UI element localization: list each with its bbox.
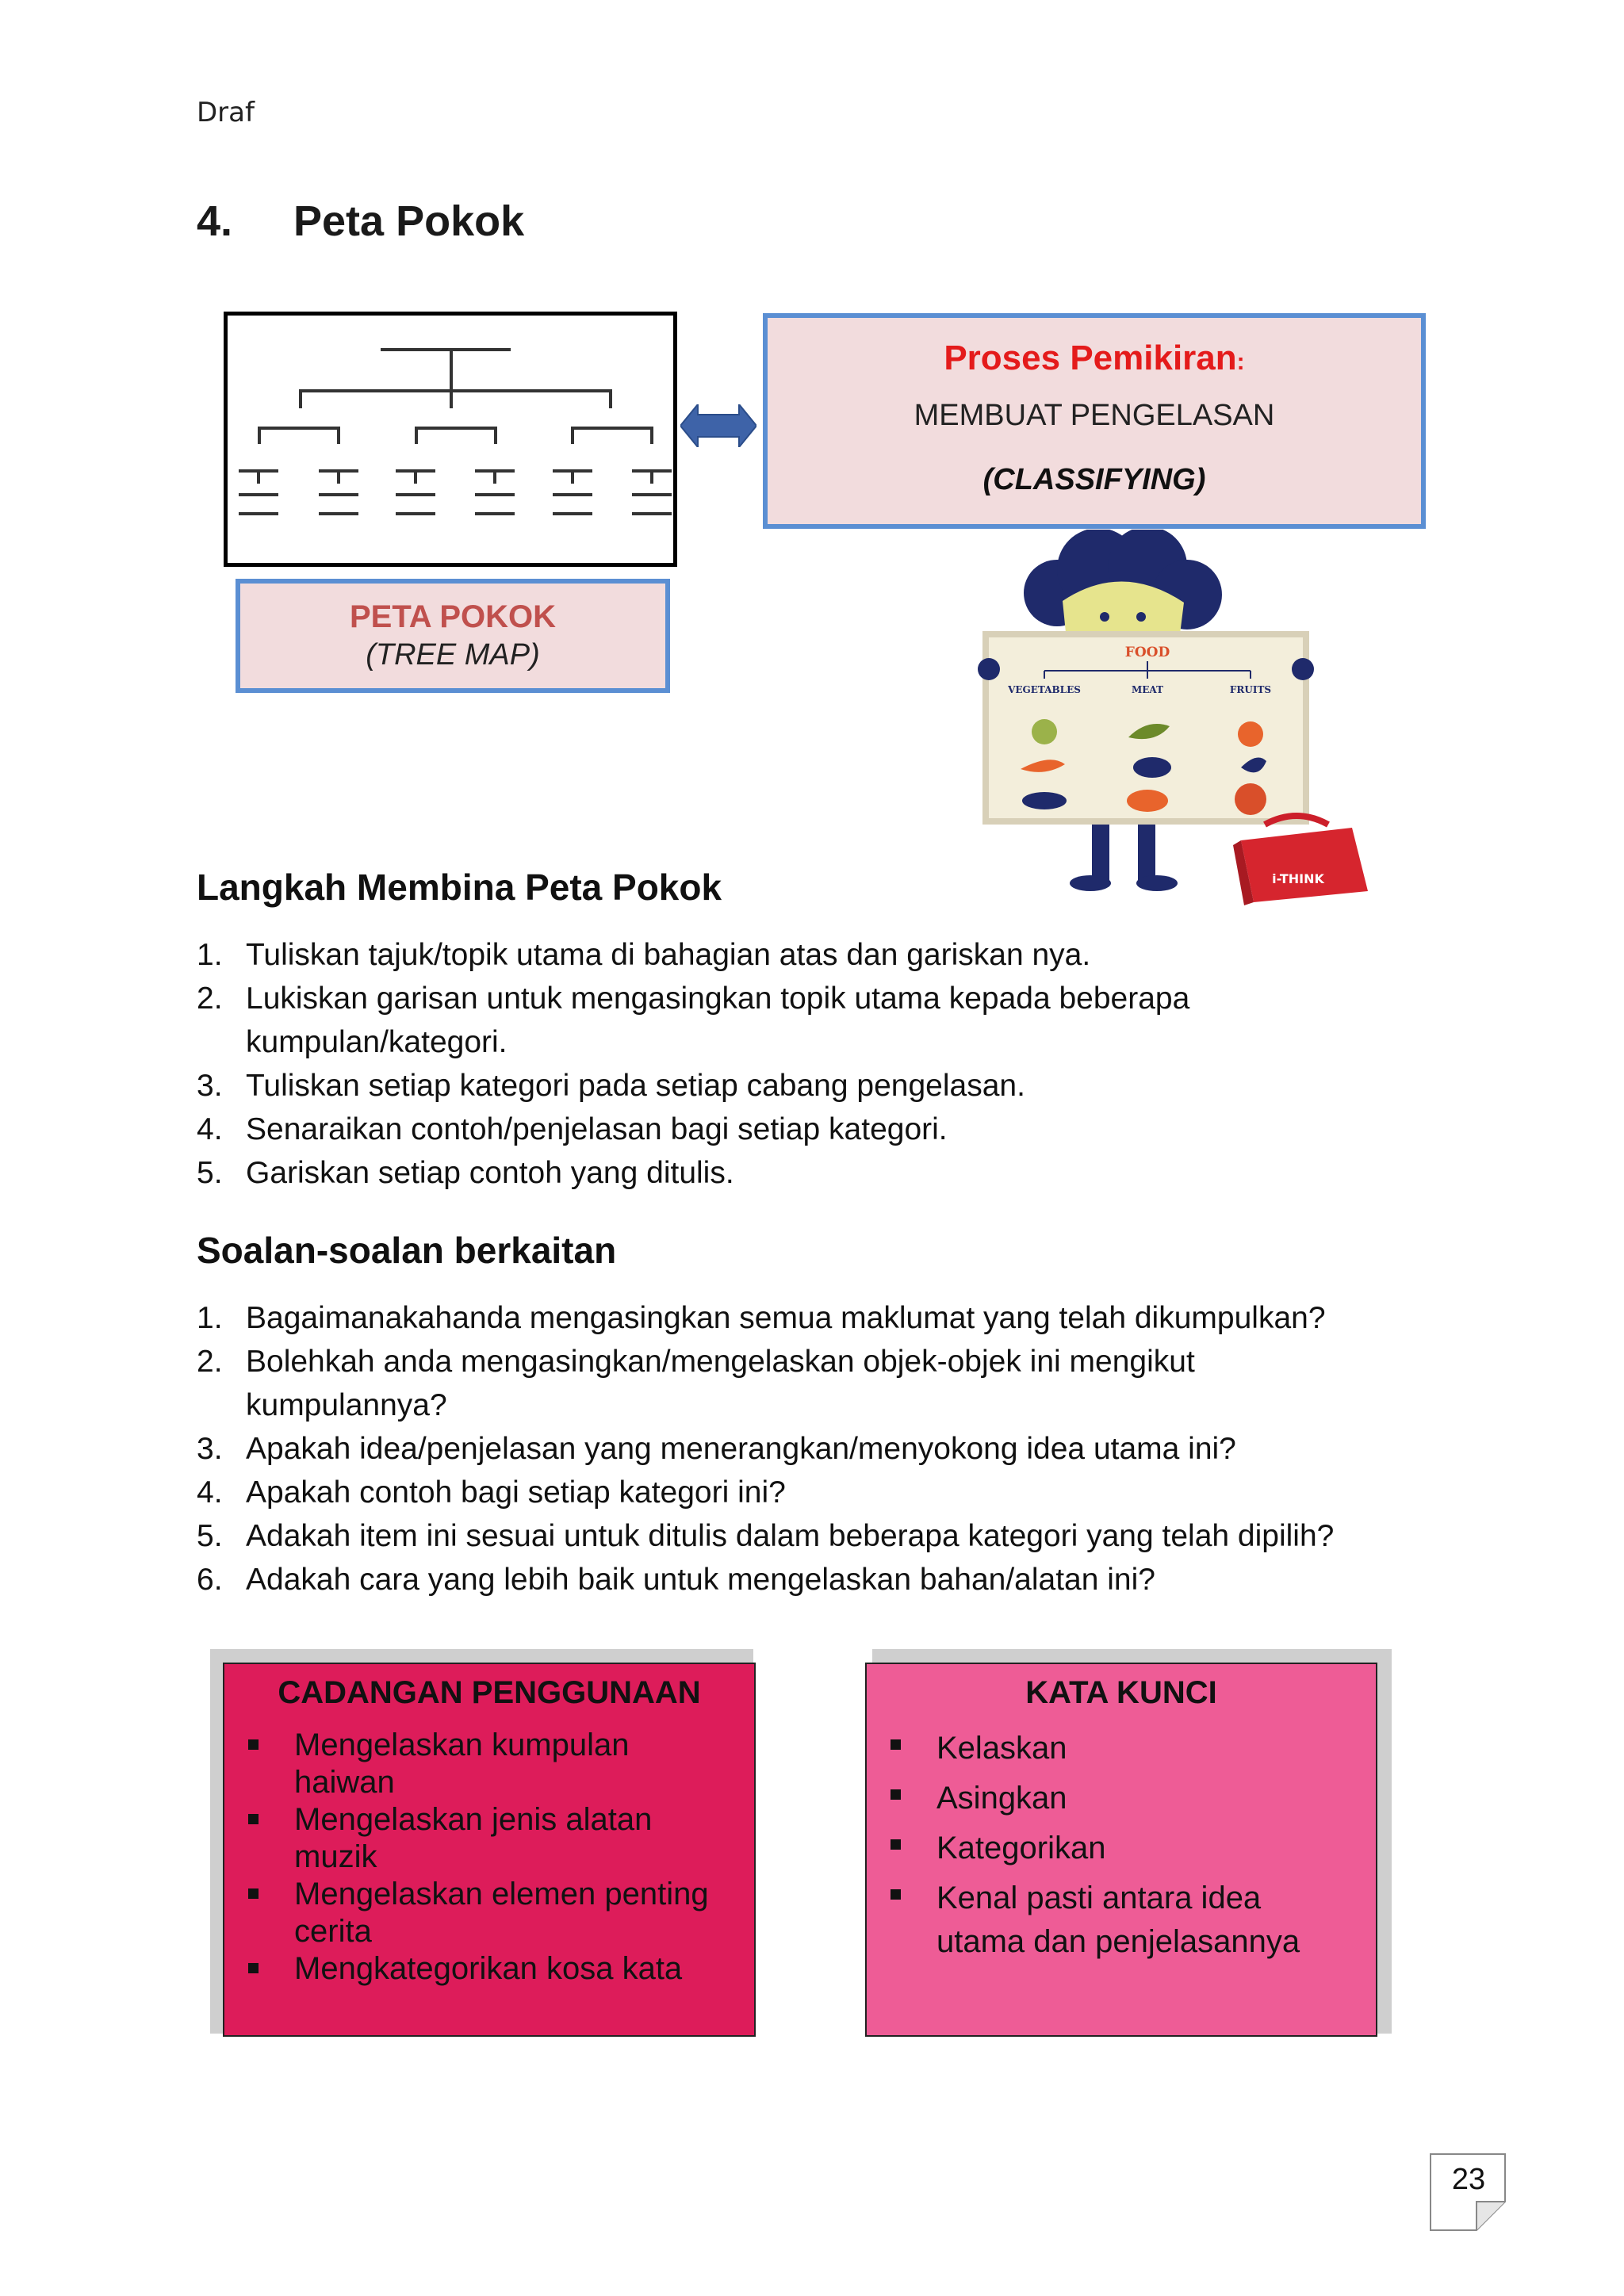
step-item bbox=[197, 977, 1434, 1064]
section-title: Peta Pokok bbox=[293, 197, 525, 245]
step-item-number: 5. bbox=[197, 1156, 223, 1190]
question-item bbox=[197, 1514, 1434, 1558]
map-name: PETA POKOK bbox=[349, 599, 557, 634]
step-item-number: 2. bbox=[197, 982, 223, 1016]
question-item-text: Adakah item ini sesuai untuk ditulis dalam beberapa kategori yang telah dipilih? bbox=[246, 1519, 1335, 1553]
keyword-item-text: utama dan penjelasannya bbox=[936, 1924, 1300, 1959]
usage-item-text: muzik bbox=[294, 1839, 377, 1874]
usage-item bbox=[224, 1801, 754, 1876]
keyword-card bbox=[865, 1663, 1377, 2037]
page-number-badge bbox=[1429, 2152, 1508, 2232]
step-item-number: 4. bbox=[197, 1112, 223, 1146]
process-subtitle: MEMBUAT PENGELASAN bbox=[914, 399, 1275, 432]
question-item-number: 3. bbox=[197, 1432, 223, 1466]
question-item bbox=[197, 1558, 1434, 1601]
question-item-text: Bagaimanakahanda mengasingkan semua maklumat yang telah dikumpulkan? bbox=[246, 1301, 1326, 1335]
question-item bbox=[197, 1296, 1434, 1340]
bullet-icon bbox=[248, 1888, 259, 1899]
keyword-item-text: Kelaskan bbox=[936, 1731, 1067, 1766]
tree-map-diagram bbox=[224, 312, 677, 567]
step-item bbox=[197, 1151, 1434, 1195]
tree-map-icon bbox=[228, 316, 673, 563]
usage-item-text: Mengelaskan elemen penting bbox=[294, 1877, 709, 1911]
step-item bbox=[197, 933, 1434, 977]
keyword-item bbox=[867, 1727, 1376, 1770]
keyword-item-text: Kategorikan bbox=[936, 1831, 1106, 1866]
question-item-text: Adakah cara yang lebih baik untuk mengelaskan bahan/alatan ini? bbox=[246, 1563, 1155, 1597]
step-item-text: Senaraikan contoh/penjelasan bagi setiap kategori. bbox=[246, 1112, 948, 1146]
map-label-box bbox=[236, 579, 670, 693]
usage-item-text: Mengelaskan jenis alatan bbox=[294, 1802, 653, 1837]
keyword-item bbox=[867, 1827, 1376, 1870]
question-item bbox=[197, 1340, 1434, 1427]
question-item-number: 1. bbox=[197, 1301, 223, 1335]
draft-label: Draf bbox=[197, 97, 255, 128]
usage-item bbox=[224, 1950, 754, 1988]
bullet-icon bbox=[248, 1963, 259, 1973]
map-english-name: (TREE MAP) bbox=[366, 638, 540, 672]
usage-list bbox=[224, 1727, 754, 1988]
board-category-meat: MEAT bbox=[1131, 684, 1164, 695]
usage-card-title: CADANGAN PENGGUNAAN bbox=[278, 1675, 701, 1710]
question-item-text: Apakah contoh bagi setiap kategori ini? bbox=[246, 1475, 786, 1510]
bullet-icon bbox=[891, 1839, 901, 1850]
step-item-text: Gariskan setiap contoh yang ditulis. bbox=[246, 1156, 734, 1190]
character-legs-icon bbox=[1070, 825, 1178, 891]
toolbox-icon bbox=[1233, 816, 1368, 905]
question-item bbox=[197, 1471, 1434, 1514]
steps-list bbox=[197, 933, 1434, 1195]
question-item-text: Apakah idea/penjelasan yang menerangkan/menyokong idea utama ini? bbox=[246, 1432, 1236, 1466]
bullet-icon bbox=[248, 1739, 259, 1750]
bullet-icon bbox=[891, 1739, 901, 1750]
double-arrow-icon bbox=[680, 404, 756, 447]
keyword-item-text: Kenal pasti antara idea bbox=[936, 1881, 1262, 1915]
board-title: FOOD bbox=[1124, 645, 1170, 660]
keyword-item bbox=[867, 1877, 1376, 1964]
usage-item bbox=[224, 1727, 754, 1801]
keyword-card-title: KATA KUNCI bbox=[1025, 1675, 1217, 1710]
question-item bbox=[197, 1427, 1434, 1471]
questions-list bbox=[197, 1296, 1434, 1601]
question-item-number: 5. bbox=[197, 1519, 223, 1553]
board-category-fruits: FRUITS bbox=[1229, 684, 1272, 695]
step-item-number: 3. bbox=[197, 1069, 223, 1103]
keyword-item bbox=[867, 1777, 1376, 1820]
bullet-icon bbox=[891, 1889, 901, 1900]
steps-heading: Langkah Membina Peta Pokok bbox=[197, 867, 722, 908]
food-tree-illustration bbox=[971, 530, 1400, 926]
usage-item-text: haiwan bbox=[294, 1765, 395, 1800]
questions-heading: Soalan-soalan berkaitan bbox=[197, 1230, 617, 1271]
keyword-item-text: Asingkan bbox=[936, 1781, 1067, 1816]
question-item-text: Bolehkah anda mengasingkan/mengelaskan objek-objek ini mengikut bbox=[246, 1345, 1195, 1379]
toolbox-label: i-THINK bbox=[1272, 871, 1324, 886]
step-item-text: kumpulan/kategori. bbox=[246, 1025, 508, 1059]
process-english: (CLASSIFYING) bbox=[982, 463, 1206, 496]
step-item bbox=[197, 1064, 1434, 1108]
keyword-list bbox=[867, 1727, 1376, 1964]
question-item-number: 2. bbox=[197, 1345, 223, 1379]
question-item-number: 6. bbox=[197, 1563, 223, 1597]
question-item-text: kumpulannya? bbox=[246, 1388, 447, 1422]
board-category-vegetables: VEGETABLES bbox=[1008, 684, 1081, 695]
thinking-process-box bbox=[763, 313, 1426, 529]
process-title: Proses Pemikiran: bbox=[944, 339, 1245, 377]
step-item-text: Tuliskan tajuk/topik utama di bahagian atas dan gariskan nya. bbox=[246, 938, 1091, 972]
step-item bbox=[197, 1108, 1434, 1151]
usage-item-text: Mengelaskan kumpulan bbox=[294, 1728, 630, 1762]
step-item-number: 1. bbox=[197, 938, 223, 972]
usage-item bbox=[224, 1876, 754, 1950]
usage-item-text: Mengkategorikan kosa kata bbox=[294, 1951, 683, 1986]
section-number: 4. bbox=[197, 197, 233, 245]
usage-item-text: cerita bbox=[294, 1914, 372, 1949]
step-item-text: Tuliskan setiap kategori pada setiap cabang pengelasan. bbox=[246, 1069, 1025, 1103]
page-number: 23 bbox=[1451, 2163, 1486, 2196]
bullet-icon bbox=[891, 1789, 901, 1800]
question-item-number: 4. bbox=[197, 1475, 223, 1510]
step-item-text: Lukiskan garisan untuk mengasingkan topik utama kepada beberapa bbox=[246, 982, 1190, 1016]
usage-card bbox=[223, 1663, 756, 2037]
bullet-icon bbox=[248, 1814, 259, 1824]
